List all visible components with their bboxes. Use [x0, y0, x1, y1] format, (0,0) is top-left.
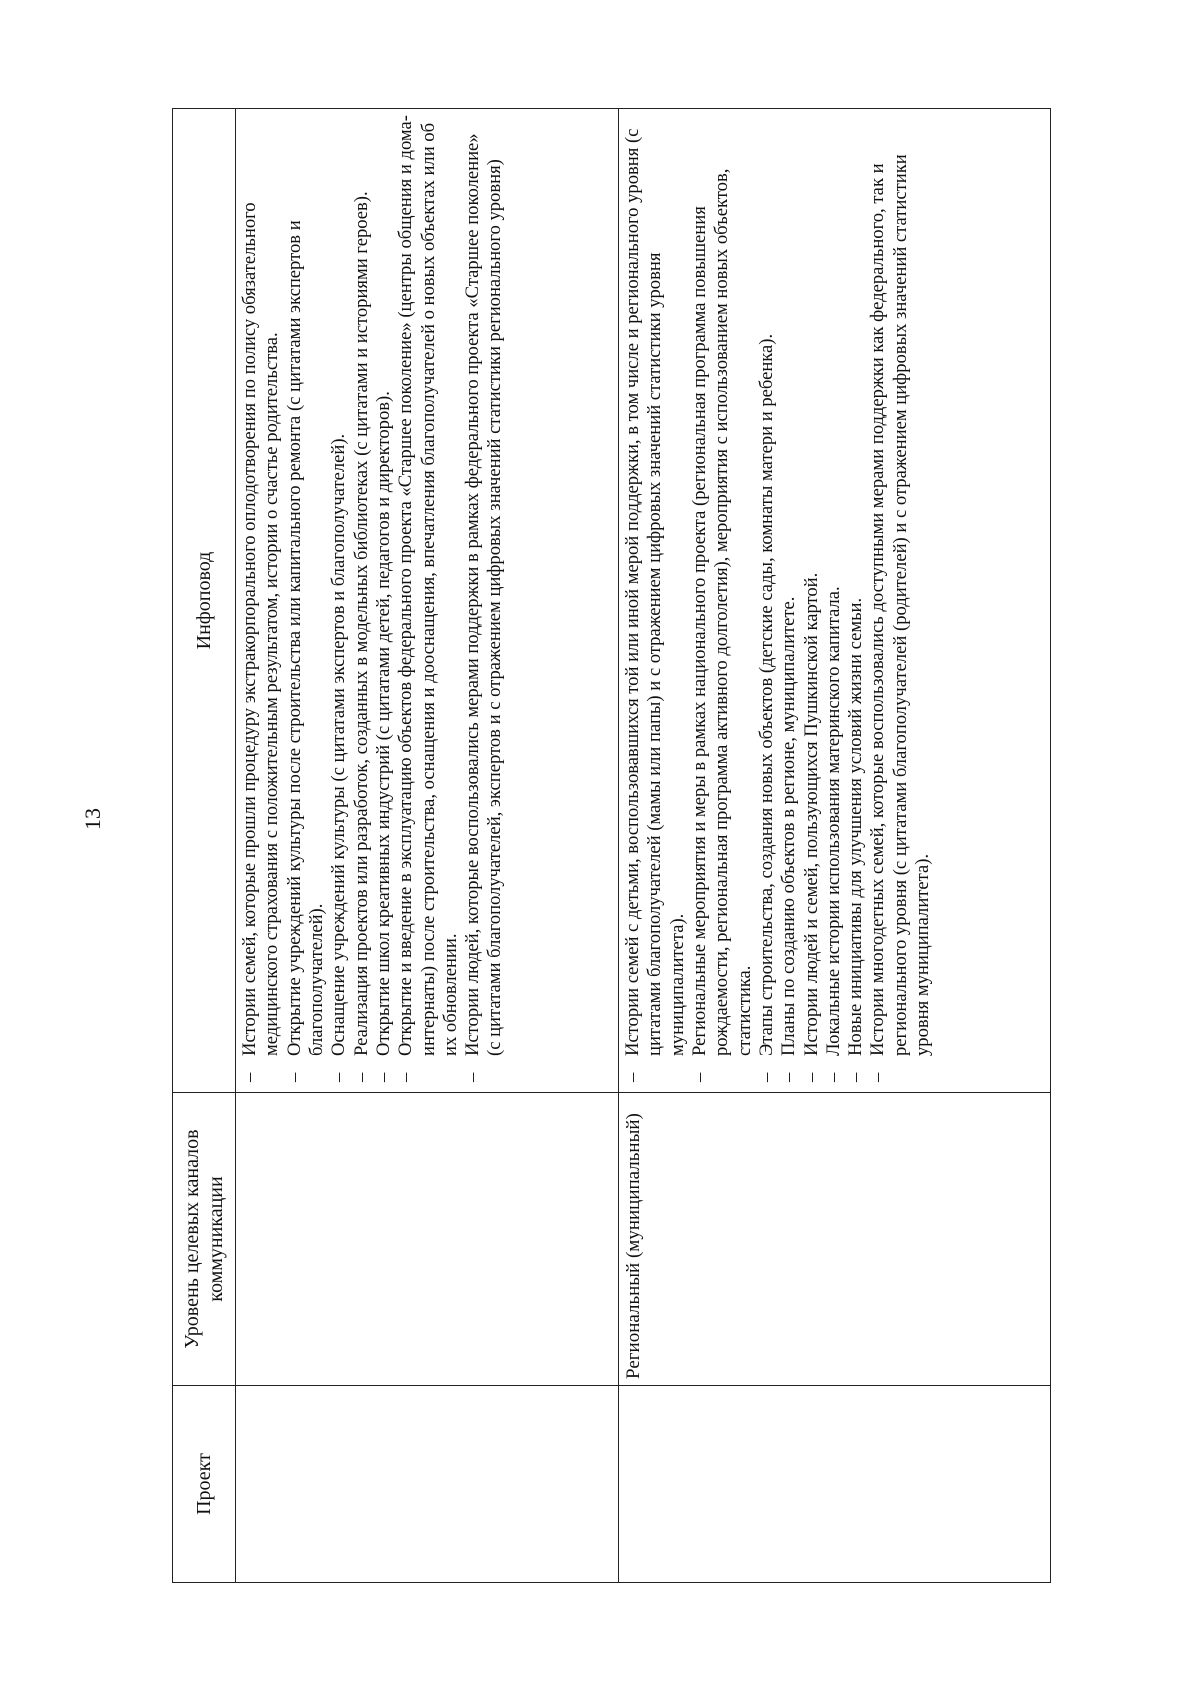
table-header-row	[173, 109, 236, 1583]
list-item: – Локальные истории использования материнского капитала.	[823, 115, 845, 1086]
list-item: – Этапы строительства, создания новых объектов (детские сады, комнаты матери и ребенка).	[756, 115, 778, 1086]
header-project: Проект	[173, 1386, 236, 1583]
infoprovod-cell	[236, 109, 619, 1093]
header-level: Уровень целевых каналов коммуникации	[173, 1093, 236, 1386]
list-item: – Открытие учреждений культуры после строительства или капитального ремонта (с цитатами экспертов и благополучателей).	[284, 115, 329, 1086]
list-item: – Реализация проектов или разработок, созданных в модельных библиотеках (с цитатами и историями героев).	[351, 115, 373, 1086]
list-item: – Истории людей, которые воспользовались мерами поддержки в рамках федерального проекта «Старшее поколение» (с цитатами благополучателей, экспертов и с отражением цифровых значений статистики регионального уровня)	[462, 115, 507, 1086]
list-item: – Планы по созданию объектов в регионе, муниципалитете.	[778, 115, 800, 1086]
project-cell	[236, 1386, 619, 1583]
list-item: – Новые инициативы для улучшения условий жизни семьи.	[845, 115, 867, 1086]
list-item: – Истории семей с детьми, воспользовавшихся той или иной мерой поддержки, в том числе и регионального уровня (с цитатами благополучателей (мамы или папы) и с отражением цифровых значений статистики уровня муниципалитета).	[622, 115, 689, 1086]
list-item: – Истории многодетных семей, которые воспользовались доступными мерами поддержки как федерального, так и регионального уровня (с цитатами благополучателей (родителей) и с отражением цифровых значений статистики уровня муниципалитета).	[867, 115, 934, 1086]
infoprovod-table	[172, 108, 1051, 1583]
rotated-page-content	[172, 109, 1050, 1583]
list-item: – Истории семей, которые прошли процедуру экстракорпорального оплодотворения по полису обязательного медицинского страхования с положительным результатом, истории о счастье родительства.	[239, 115, 284, 1086]
list-item: – Оснащение учреждений культуры (с цитатами экспертов и благополучателей).	[328, 115, 350, 1086]
level-cell: Региональный (муниципальный)	[619, 1093, 1051, 1386]
table-row	[619, 109, 1051, 1583]
list-item: – Региональные мероприятия и меры в рамках национального проекта (региональная программа повышения рождаемости, региональная программа активного долголетия), мероприятия с использованием новых объектов, статистика.	[689, 115, 756, 1086]
list-item: – Открытие и введение в эксплуатацию объектов федерального проекта «Старшее поколение» (центры общения и дома-интернаты) после строительства, оснащения и дооснащения, впечатления благополучателей о новых объектах или об их обновлении.	[395, 115, 462, 1086]
table-row	[236, 109, 619, 1583]
infoprovod-list	[239, 115, 507, 1086]
list-item: – Открытие школ креативных индустрий (с цитатами детей, педагогов и директоров).	[373, 115, 395, 1086]
list-item: – Истории людей и семей, пользующихся Пушкинской картой.	[801, 115, 823, 1086]
project-cell	[619, 1386, 1051, 1583]
page-number: 13	[80, 808, 105, 830]
level-cell	[236, 1093, 619, 1386]
infoprovod-cell	[619, 109, 1051, 1093]
header-infoprovod: Инфоповод	[173, 109, 236, 1093]
infoprovod-list	[622, 115, 934, 1086]
